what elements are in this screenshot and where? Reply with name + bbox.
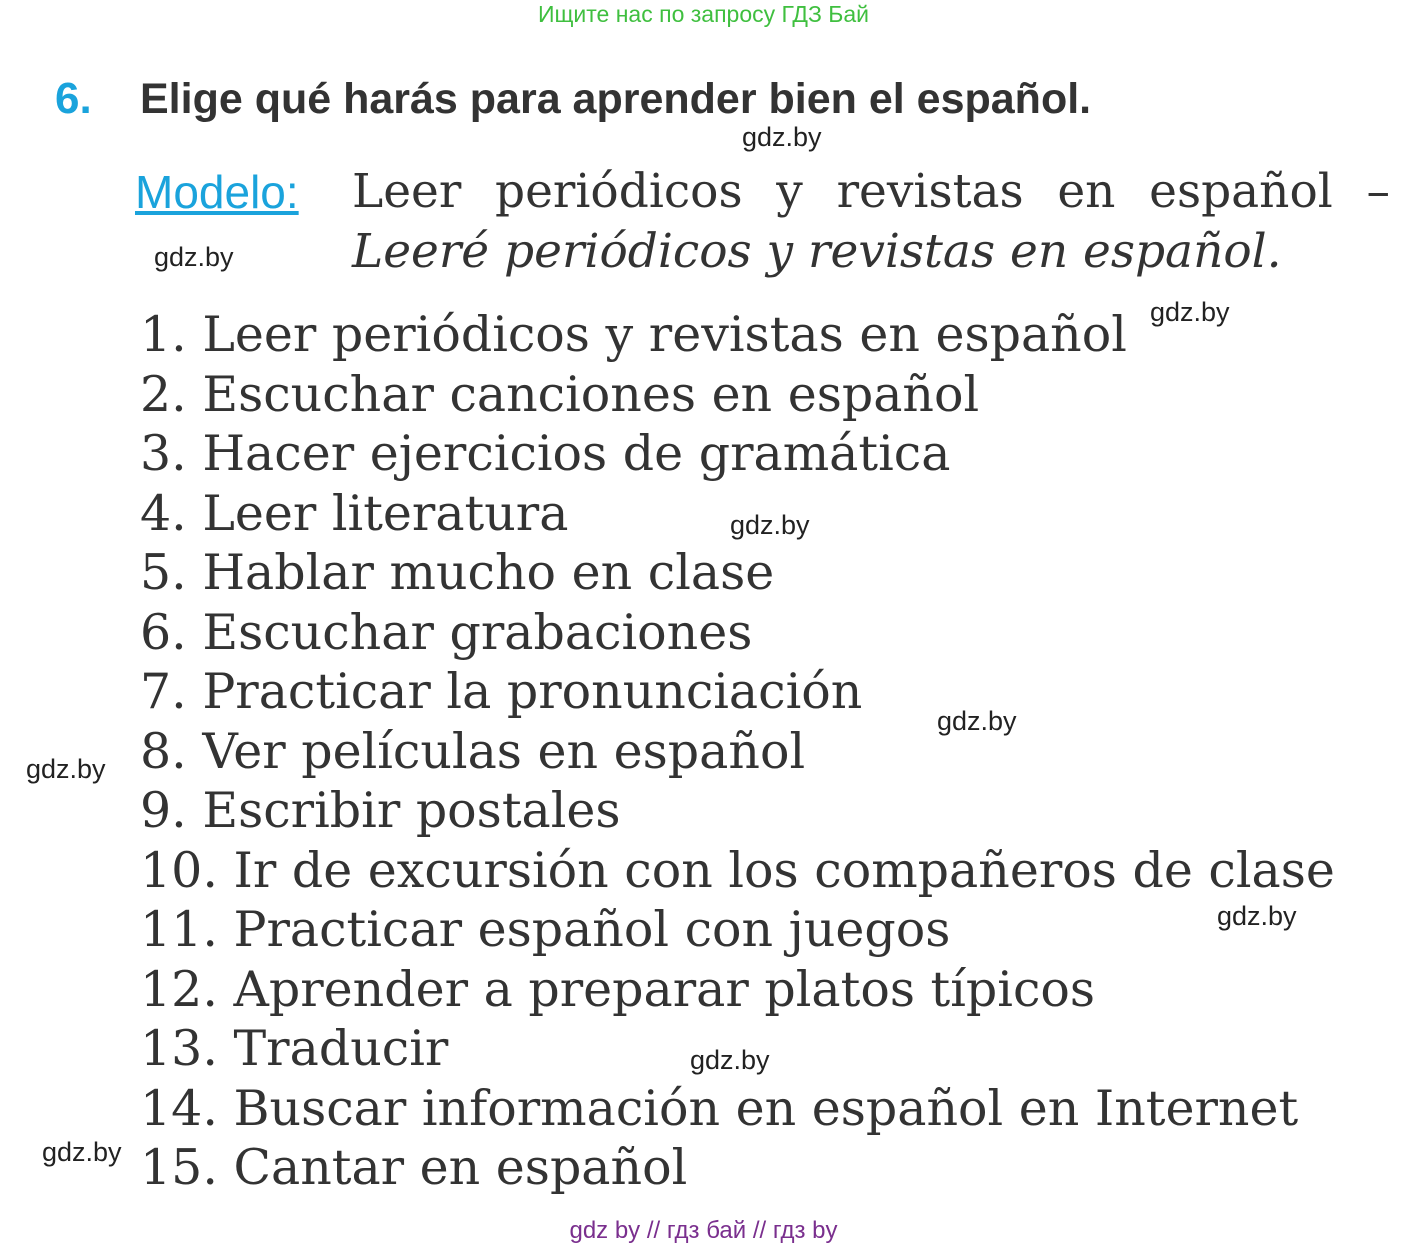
list-item: 13. Traducir [140, 1020, 449, 1077]
list-item: 15. Cantar en español [140, 1139, 688, 1196]
watermark: gdz.by [26, 754, 106, 784]
model-example-line: Leer periódicos y revistas en español – [352, 164, 1390, 219]
task-title: Elige qué harás para aprender bien el español. [140, 75, 1092, 123]
footer-links: gdz by // гдз бай // гдз by [569, 1217, 838, 1244]
list-item: 8. Ver películas en español [140, 722, 806, 780]
list-item: 4. Leer literatura [140, 484, 569, 542]
list-item: 1. Leer periódicos y revistas en español [140, 306, 1127, 363]
watermark: gdz.by [730, 510, 810, 540]
list-item: 6. Escuchar grabaciones [140, 603, 753, 661]
watermark: gdz.by [154, 242, 234, 272]
task-number: 6. [55, 74, 92, 123]
top-banner: Ищите нас по запросу ГДЗ Бай [537, 1, 870, 27]
list-item: 10. Ir de excursión con los compañeros de clase [140, 841, 1335, 899]
list-item: 3. Hacer ejercicios de gramática [140, 425, 951, 482]
list-item: 2. Escuchar canciones en español [140, 365, 980, 423]
watermark: gdz.by [742, 122, 822, 152]
list-item: 11. Practicar español con juegos [140, 901, 951, 958]
model-answer-line: Leeré periódicos y revistas en español. [352, 224, 1282, 279]
watermark: gdz.by [690, 1045, 770, 1075]
list-item: 5. Hablar mucho en clase [140, 544, 775, 601]
list-item: 7. Practicar la pronunciación [140, 663, 863, 720]
list-item: 12. Aprender a preparar platos típicos [140, 960, 1096, 1018]
watermark: gdz.by [42, 1137, 122, 1167]
list-item: 9. Escribir postales [140, 782, 621, 839]
watermark: gdz.by [1217, 901, 1297, 931]
watermark: gdz.by [1150, 297, 1230, 327]
model-label: Modelo: [135, 166, 299, 218]
watermark: gdz.by [937, 706, 1017, 736]
list-item: 14. Buscar información en español en Internet [140, 1079, 1299, 1137]
